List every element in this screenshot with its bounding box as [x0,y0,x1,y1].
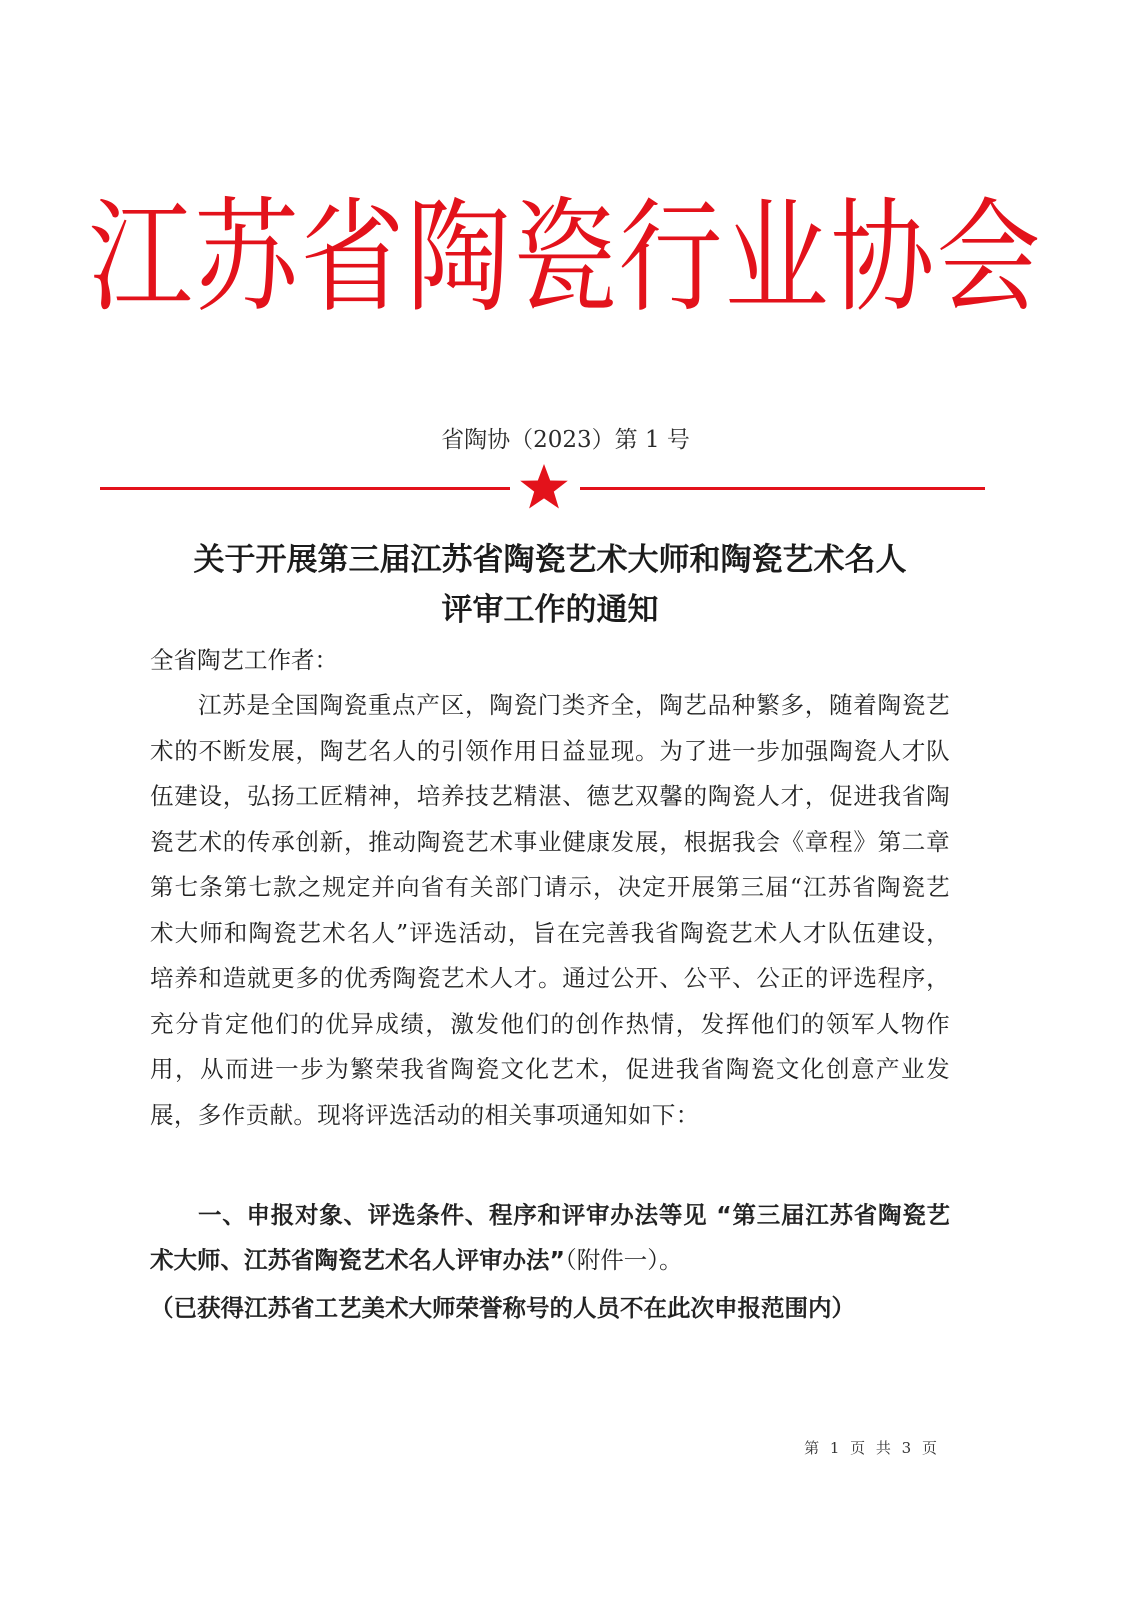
page-indicator: 第 1 页 共 3 页 [804,1439,940,1457]
exclusion-note: （已获得江苏省工艺美术大师荣誉称号的人员不在此次申报范围内） [150,1294,855,1322]
notice-title [100,535,1000,635]
body-paragraph-1: 江苏是全国陶瓷重点产区，陶瓷门类齐全，陶艺品种繁多，随着陶瓷艺术的不断发展，陶艺名人的引领作用日益显现。为了进一步加强陶瓷人才队伍建设，弘扬工匠精神，培养技艺精湛、德艺双馨的陶瓷人才，促进我省陶瓷艺术的传承创新，推动陶瓷艺术事业健康发展，根据我会《章程》第二章第七条第七款之规定并向省有关部门请示，决定开展第三届“江苏省陶瓷艺术大师和陶瓷艺术名人”评选活动，旨在完善我省陶瓷艺术人才队伍建设，培养和造就更多的优秀陶瓷艺术人才。通过公开、公平、公正的评选程序，充分肯定他们的优异成绩，激发他们的创作热情，发挥他们的领军人物作用，从而进一步为繁荣我省陶瓷文化艺术，促进我省陶瓷文化创意产业发展，多作贡献。现将评选活动的相关事项通知如下： [150,691,950,1129]
item-1-attachment-ref: （附件一）。 [564,1246,683,1274]
red-star-icon [519,462,569,512]
organization-header: 江苏省陶瓷行业协会 [88,185,1043,330]
item-1-paragraph [150,1193,950,1283]
item-1-bold-text: 一、申报对象、评选条件、程序和评审办法等见 “第三届江苏省陶瓷艺术大师、江苏省陶瓷艺术名人评审办法” [150,1201,950,1274]
salutation: 全省陶艺工作者： [150,646,338,674]
header-divider-left [100,487,510,490]
document-number: 省陶协（2023）第 1 号 [441,427,690,453]
notice-title-line-1: 关于开展第三届江苏省陶瓷艺术大师和陶瓷艺术名人 [193,542,907,578]
header-divider-right [580,487,985,490]
notice-title-line-2: 评审工作的通知 [441,592,659,628]
